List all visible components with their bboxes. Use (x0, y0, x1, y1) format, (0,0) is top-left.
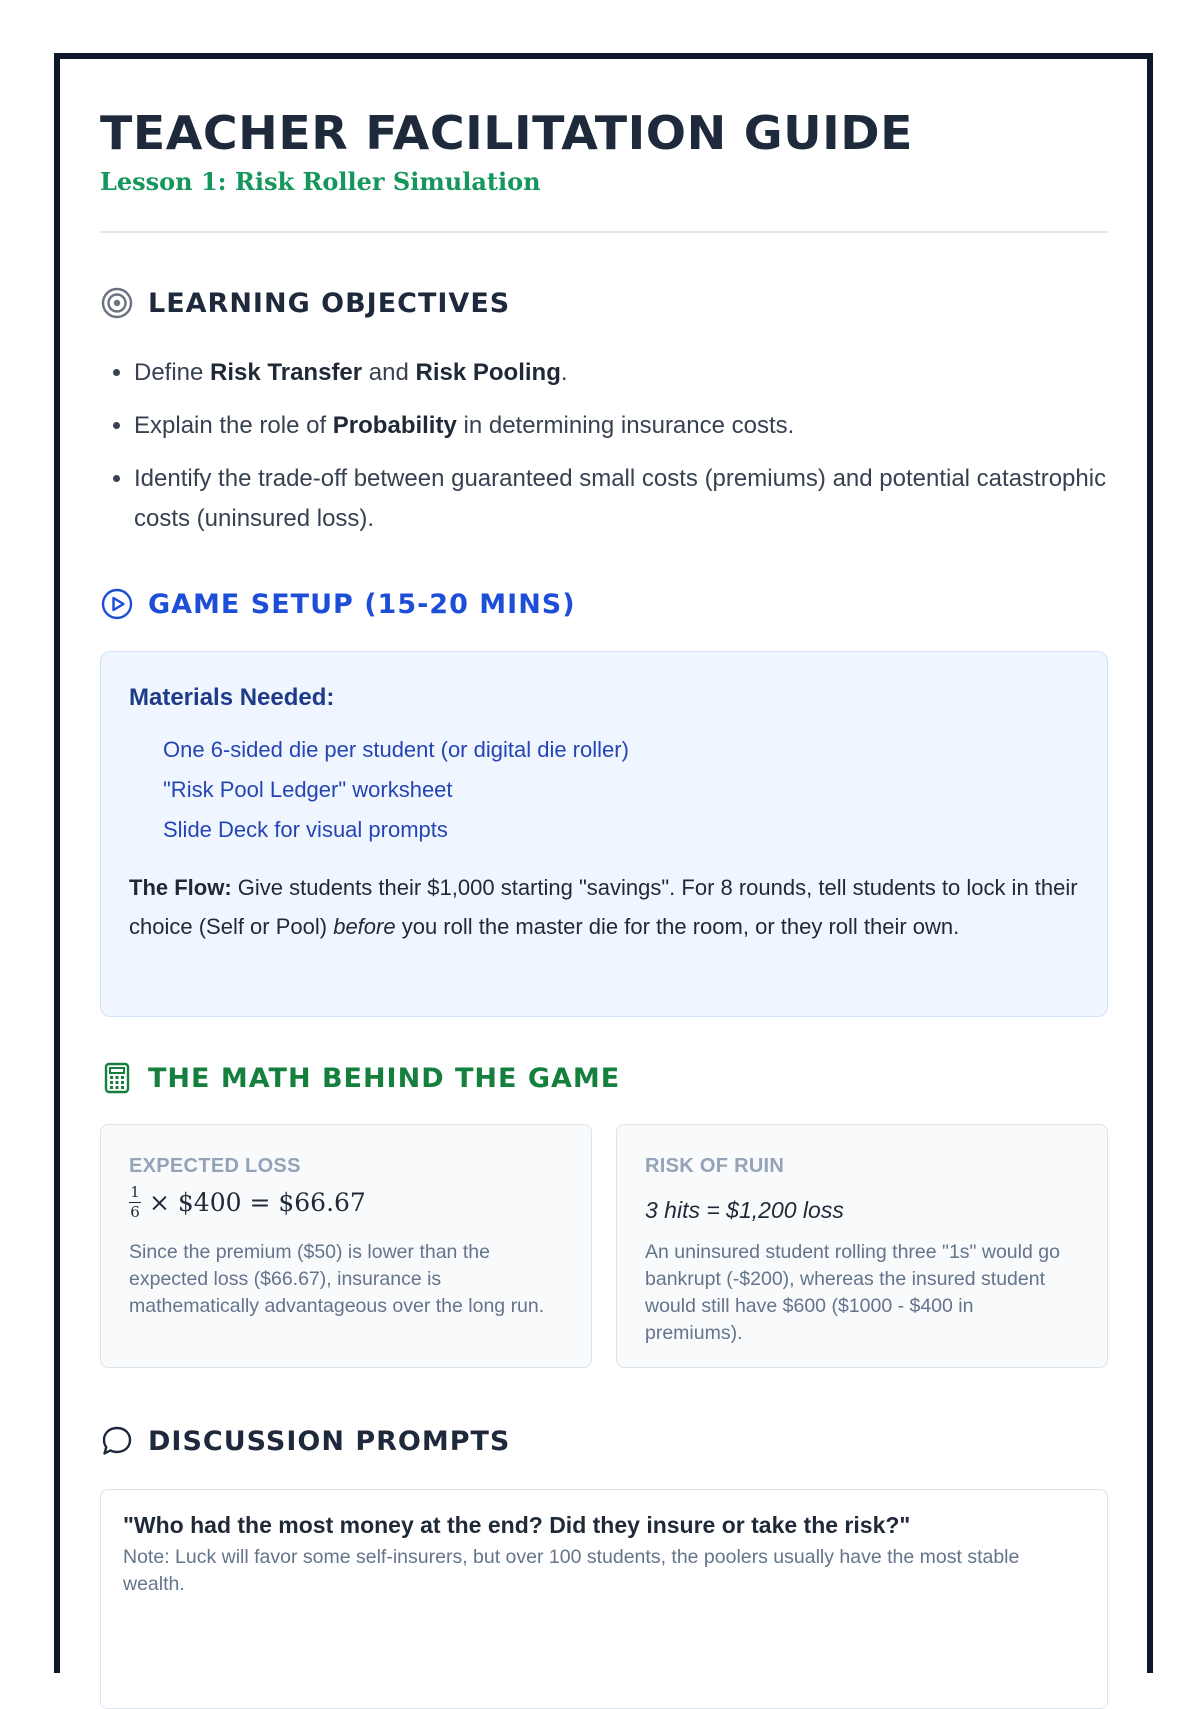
materials-box (100, 651, 1108, 1017)
objective-item: • Define Risk Transfer and Risk Pooling. (134, 353, 1142, 393)
discussion-heading-text: DISCUSSION PROMPTS (148, 1425, 511, 1457)
materials-list (163, 730, 629, 850)
risk-of-ruin-formula: 3 hits = $1,200 loss (645, 1197, 844, 1223)
objective-item: • Identify the trade-off between guaranteed small costs (premiums) and potential catastrophic costs (uninsured loss). (134, 459, 1142, 539)
objectives-heading (100, 286, 510, 320)
card-text: An uninsured student rolling three "1s" would go bankrupt (-$200), whereas the insured student would still have $600 ($1000 - $400 in premiums). (645, 1241, 1060, 1344)
play-circle-icon (100, 587, 134, 621)
lesson-subtitle: Lesson 1: Risk Roller Simulation (100, 167, 541, 196)
materials-title: Materials Needed: (129, 684, 335, 711)
setup-heading-text: GAME SETUP (15-20 MINS) (148, 588, 576, 620)
objectives-list (100, 353, 1142, 552)
prompt-question: "Who had the most money at the end? Did they insure or take the risk?" (123, 1512, 911, 1538)
material-item: One 6-sided die per student (or digital die roller) (163, 737, 629, 762)
calculator-icon (100, 1061, 134, 1095)
objective-item: • Explain the role of Probability in determining insurance costs. (134, 406, 1142, 446)
target-icon (100, 286, 134, 320)
risk-of-ruin-card (616, 1124, 1108, 1368)
discussion-prompt-card (100, 1489, 1108, 1709)
setup-heading (100, 587, 576, 621)
guide-page (54, 53, 1153, 1673)
chat-bubble-icon (100, 1424, 134, 1458)
card-label: RISK OF RUIN (645, 1155, 785, 1177)
expected-loss-card (100, 1124, 592, 1368)
prompt-note: Note: Luck will favor some self-insurers, but over 100 students, the poolers usually have the most stable wealth. (123, 1546, 1020, 1595)
math-heading-text: THE MATH BEHIND THE GAME (148, 1062, 621, 1094)
expected-loss-formula: $\frac{1}{6}$ × $400 = $66.67 (130, 1183, 366, 1221)
page-title: TEACHER FACILITATION GUIDE (100, 106, 914, 160)
discussion-heading (100, 1424, 510, 1458)
fraction: $\frac{1}{6}$ (130, 1183, 140, 1221)
card-label: EXPECTED LOSS (129, 1155, 301, 1177)
header-divider (100, 231, 1108, 233)
card-text: Since the premium ($50) is lower than the expected loss ($66.67), insurance is mathematically advantageous over the long run. (129, 1241, 545, 1317)
flow-description: The Flow: Give students their $1,000 starting "savings". For 8 rounds, tell students to lock in their choice (Self or Pool) before you roll the master die for the room, or they roll their own. (129, 875, 1078, 939)
math-heading (100, 1061, 620, 1095)
material-item: Slide Deck for visual prompts (163, 817, 448, 842)
material-item: "Risk Pool Ledger" worksheet (163, 777, 453, 802)
objectives-heading-text: LEARNING OBJECTIVES (148, 287, 511, 319)
